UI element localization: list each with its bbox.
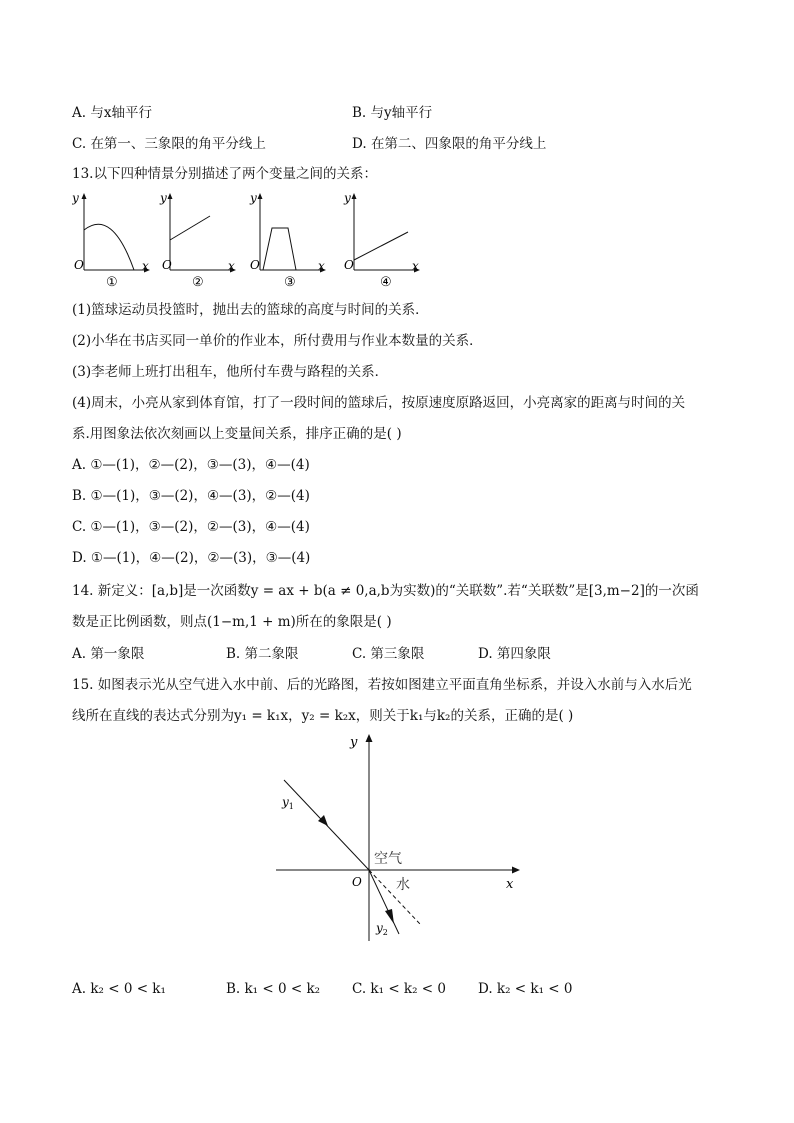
q13-graph-4-origin: O bbox=[344, 258, 354, 272]
q13-scenario-3: (3)李老师上班打出租车，他所付车费与路程的关系． bbox=[72, 364, 389, 380]
q13-scenario-4-line-1: (4)周末，小亮从家到体育馆，打了一段时间的篮球后，按原速度原路返回，小亮离家的距离与时间的关 bbox=[72, 395, 686, 411]
q15-option-d: D. k₂ < k₁ < 0 bbox=[478, 981, 573, 997]
q13-graph-4 bbox=[342, 188, 424, 288]
q15-ray-2-label: $y_2$ bbox=[376, 921, 388, 937]
q15-ray-1-label: $y_1$ bbox=[282, 795, 294, 811]
q14-option-b: B. 第二象限 bbox=[226, 646, 299, 662]
q13-graph-4-x-label: x bbox=[412, 259, 419, 273]
q14-stem-line-1: 14. 新定义：[a,b]是一次函数y = ax + b(a ≠ 0,a,b为实数)的“关联数”.若“关联数”是[3,m−2]的一次函 bbox=[72, 583, 699, 599]
q13-option-c: C. ①—(1)，③—(2)，②—(3)，④—(4) bbox=[72, 519, 310, 535]
q13-option-d: D. ①—(1)，④—(2)，②—(3)，③—(4) bbox=[72, 550, 311, 566]
q15-light-path-figure bbox=[268, 726, 528, 946]
q13-graph-1-origin: O bbox=[74, 258, 84, 272]
q13-option-a: A. ①—(1)，②—(2)，③—(3)，④—(4) bbox=[72, 457, 310, 473]
q13-graph-3 bbox=[248, 188, 330, 288]
q12-option-b: B. 与y轴平行 bbox=[352, 105, 433, 121]
q13-graph-3-origin: O bbox=[250, 258, 260, 272]
q13-graph-3-x-label: x bbox=[318, 259, 325, 273]
q14-option-a: A. 第一象限 bbox=[72, 646, 145, 662]
q14-option-c: C. 第三象限 bbox=[352, 646, 425, 662]
q14-stem-line-2: 数是正比例函数，则点(1−m,1 + m)所在的象限是( ) bbox=[72, 614, 392, 630]
q15-stem-line-2: 线所在直线的表达式分别为y₁ = k₁x，y₂ = k₂x，则关于k₁与k₂的关系，正确的是( ) bbox=[72, 708, 574, 724]
q15-stem-line-1: 15. 如图表示光从空气进入水中前、后的光路图，若按如图建立平面直角坐标系，并设入水前与入水后光 bbox=[72, 677, 692, 693]
q12-option-c: C. 在第一、三象限的角平分线上 bbox=[72, 136, 266, 152]
q13-graph-1-x-label: x bbox=[142, 259, 149, 273]
q13-scenario-4-line-2: 系.用图象法依次刻画以上变量间关系，排序正确的是( ) bbox=[72, 426, 402, 442]
q13-graph-2-y-label: y bbox=[160, 191, 167, 205]
q13-graph-2-label: ② bbox=[192, 275, 204, 288]
q13-graph-4-label: ④ bbox=[380, 275, 392, 288]
q13-graph-3-label: ③ bbox=[284, 275, 296, 288]
q15-option-b: B. k₁ < 0 < k₂ bbox=[226, 981, 321, 997]
q12-option-a: A. 与x轴平行 bbox=[72, 105, 152, 121]
q12-option-d: D. 在第二、四象限的角平分线上 bbox=[352, 136, 547, 152]
q13-stem: 13.以下四种情景分别描述了两个变量之间的关系： bbox=[72, 166, 377, 182]
q15-y-axis-label: y bbox=[350, 735, 358, 750]
q14-option-d: D. 第四象限 bbox=[478, 646, 551, 662]
q13-graph-1-y-label: y bbox=[72, 191, 79, 205]
q13-graph-1 bbox=[72, 188, 154, 288]
q13-scenario-2: (2)小华在书店买同一单价的作业本，所付费用与作业本数量的关系． bbox=[72, 333, 483, 349]
q13-graph-2 bbox=[158, 188, 240, 288]
q15-air-label: 空气 bbox=[374, 851, 402, 867]
q13-graph-1-label: ① bbox=[106, 275, 118, 288]
q15-option-a: A. k₂ < 0 < k₁ bbox=[72, 981, 166, 997]
q13-option-b: B. ①—(1)，③—(2)，④—(3)，②—(4) bbox=[72, 488, 310, 504]
q15-water-label: 水 bbox=[396, 877, 410, 893]
q13-scenario-1: (1)篮球运动员投篮时，抛出去的篮球的高度与时间的关系． bbox=[72, 302, 429, 318]
q15-origin-label: O bbox=[352, 875, 362, 889]
q15-option-c: C. k₁ < k₂ < 0 bbox=[352, 981, 446, 997]
q15-x-axis-label: x bbox=[506, 877, 514, 892]
q13-graph-4-y-label: y bbox=[344, 191, 351, 205]
q13-graph-2-x-label: x bbox=[228, 259, 235, 273]
q13-graph-3-y-label: y bbox=[250, 191, 257, 205]
q13-graph-2-origin: O bbox=[162, 258, 172, 272]
